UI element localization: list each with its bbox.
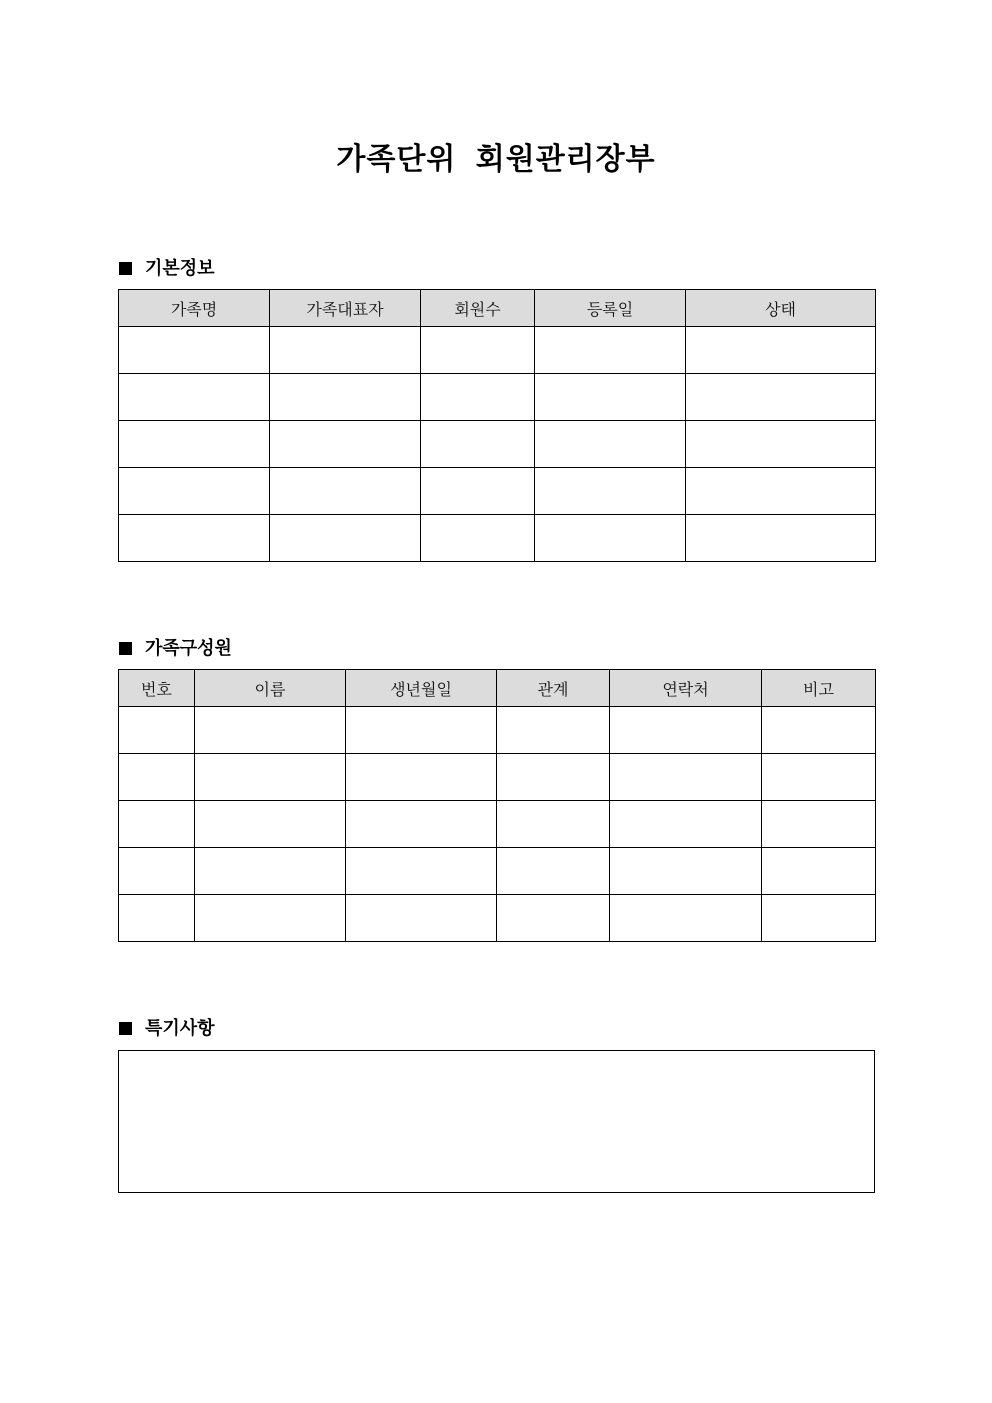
square-bullet-icon bbox=[119, 262, 132, 275]
table-cell[interactable] bbox=[497, 848, 610, 895]
table-cell[interactable] bbox=[119, 421, 270, 468]
table-cell[interactable] bbox=[346, 801, 497, 848]
table-cell[interactable] bbox=[762, 707, 876, 754]
column-header-remarks: 비고 bbox=[762, 670, 876, 707]
table-cell[interactable] bbox=[119, 707, 195, 754]
table-cell[interactable] bbox=[497, 895, 610, 942]
basic-info-table bbox=[118, 289, 876, 562]
table-cell[interactable] bbox=[535, 421, 686, 468]
table-cell[interactable] bbox=[119, 327, 270, 374]
table-cell[interactable] bbox=[497, 801, 610, 848]
table-row bbox=[119, 895, 876, 942]
column-header-family-name: 가족명 bbox=[119, 290, 270, 327]
column-header-birthdate: 생년월일 bbox=[346, 670, 497, 707]
table-cell[interactable] bbox=[195, 801, 346, 848]
column-header-member-count: 회원수 bbox=[421, 290, 535, 327]
table-row bbox=[119, 707, 876, 754]
table-cell[interactable] bbox=[762, 848, 876, 895]
column-header-relationship: 관계 bbox=[497, 670, 610, 707]
table-cell[interactable] bbox=[535, 515, 686, 562]
table-cell[interactable] bbox=[421, 468, 535, 515]
section-heading-label: 가족구성원 bbox=[145, 638, 232, 659]
table-cell[interactable] bbox=[686, 515, 876, 562]
table-cell[interactable] bbox=[610, 848, 762, 895]
table-cell[interactable] bbox=[686, 421, 876, 468]
table-cell[interactable] bbox=[535, 374, 686, 421]
table-row bbox=[119, 374, 876, 421]
notes-box[interactable] bbox=[118, 1050, 875, 1193]
table-row bbox=[119, 754, 876, 801]
table-cell[interactable] bbox=[610, 707, 762, 754]
table-cell[interactable] bbox=[270, 327, 421, 374]
table-cell[interactable] bbox=[119, 895, 195, 942]
table-cell[interactable] bbox=[270, 374, 421, 421]
section-heading-label: 특기사항 bbox=[145, 1018, 215, 1039]
table-cell[interactable] bbox=[119, 801, 195, 848]
table-cell[interactable] bbox=[119, 754, 195, 801]
square-bullet-icon bbox=[119, 642, 132, 655]
section-heading-basic-info bbox=[119, 254, 215, 280]
table-cell[interactable] bbox=[346, 848, 497, 895]
table-cell[interactable] bbox=[535, 468, 686, 515]
table-cell[interactable] bbox=[346, 895, 497, 942]
table-cell[interactable] bbox=[686, 327, 876, 374]
table-cell[interactable] bbox=[421, 374, 535, 421]
table-cell[interactable] bbox=[195, 848, 346, 895]
members-table bbox=[118, 669, 876, 942]
table-cell[interactable] bbox=[762, 801, 876, 848]
table-cell[interactable] bbox=[497, 707, 610, 754]
column-header-registration-date: 등록일 bbox=[535, 290, 686, 327]
table-cell[interactable] bbox=[346, 707, 497, 754]
column-header-contact: 연락처 bbox=[610, 670, 762, 707]
table-row bbox=[119, 801, 876, 848]
document-title: 가족단위 회원관리장부 bbox=[336, 142, 656, 177]
table-cell[interactable] bbox=[346, 754, 497, 801]
column-header-name: 이름 bbox=[195, 670, 346, 707]
table-cell[interactable] bbox=[270, 421, 421, 468]
table-row bbox=[119, 848, 876, 895]
column-header-status: 상태 bbox=[686, 290, 876, 327]
column-header-representative: 가족대표자 bbox=[270, 290, 421, 327]
section-heading-notes bbox=[119, 1014, 215, 1040]
table-header-row bbox=[119, 670, 876, 707]
table-cell[interactable] bbox=[195, 754, 346, 801]
table-cell[interactable] bbox=[270, 468, 421, 515]
table-cell[interactable] bbox=[421, 515, 535, 562]
table-cell[interactable] bbox=[686, 468, 876, 515]
table-cell[interactable] bbox=[119, 468, 270, 515]
table-row bbox=[119, 468, 876, 515]
table-row bbox=[119, 327, 876, 374]
square-bullet-icon bbox=[119, 1022, 132, 1035]
table-cell[interactable] bbox=[610, 895, 762, 942]
table-header-row bbox=[119, 290, 876, 327]
table-cell[interactable] bbox=[195, 895, 346, 942]
table-cell[interactable] bbox=[119, 515, 270, 562]
table-cell[interactable] bbox=[119, 374, 270, 421]
column-header-number: 번호 bbox=[119, 670, 195, 707]
table-cell[interactable] bbox=[762, 754, 876, 801]
table-cell[interactable] bbox=[762, 895, 876, 942]
table-row bbox=[119, 515, 876, 562]
table-cell[interactable] bbox=[497, 754, 610, 801]
table-cell[interactable] bbox=[270, 515, 421, 562]
section-heading-members bbox=[119, 634, 232, 660]
section-heading-label: 기본정보 bbox=[145, 258, 215, 279]
table-row bbox=[119, 421, 876, 468]
table-cell[interactable] bbox=[421, 327, 535, 374]
table-cell[interactable] bbox=[610, 754, 762, 801]
table-cell[interactable] bbox=[421, 421, 535, 468]
table-cell[interactable] bbox=[119, 848, 195, 895]
table-cell[interactable] bbox=[610, 801, 762, 848]
table-cell[interactable] bbox=[195, 707, 346, 754]
table-cell[interactable] bbox=[686, 374, 876, 421]
table-cell[interactable] bbox=[535, 327, 686, 374]
